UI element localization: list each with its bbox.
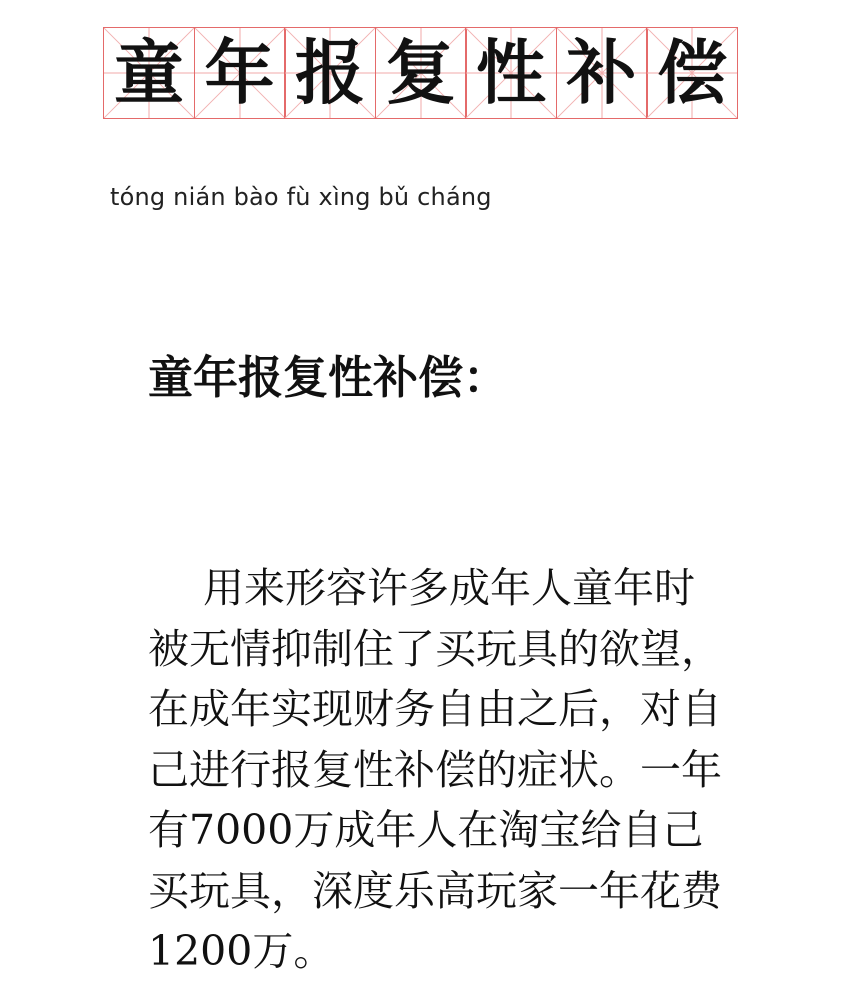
paragraph-line: 1200万。 [148, 927, 335, 975]
title-grid-cell [375, 27, 467, 119]
title-grid-cell [284, 27, 376, 119]
title-character: 报 [295, 31, 365, 114]
paragraph-line: 有7000万成年人在淘宝给自己 [148, 806, 704, 854]
pinyin-line: tóng nián bào fù xìng bǔ cháng [110, 183, 492, 211]
title-character: 复 [385, 31, 456, 114]
paragraph-line: 己进行报复性补偿的症状。一年 [148, 745, 722, 794]
title-character: 性 [476, 31, 546, 114]
paragraph-line: 用来形容许多成年人童年时 [203, 564, 695, 612]
title-grid-cell [103, 27, 195, 119]
term-heading: 童年报复性补偿： [148, 351, 509, 404]
title-grid-cell [465, 27, 557, 119]
title-grid-cell [556, 27, 648, 119]
title-character: 偿 [657, 31, 727, 114]
paragraph-line: 被无情抑制住了买玩具的欲望， [148, 624, 722, 673]
title-character: 年 [204, 31, 275, 114]
title-grid-cell [194, 27, 286, 119]
title-character: 童 [114, 31, 184, 114]
definition-paragraph [148, 558, 748, 982]
title-grid-cell [646, 27, 738, 119]
paragraph-line: 买玩具，深度乐高玩家一年花费 [148, 866, 722, 915]
title-character: 补 [566, 31, 637, 114]
title-grid [103, 27, 737, 119]
paragraph-line: 在成年实现财务自由之后，对自 [148, 685, 722, 733]
